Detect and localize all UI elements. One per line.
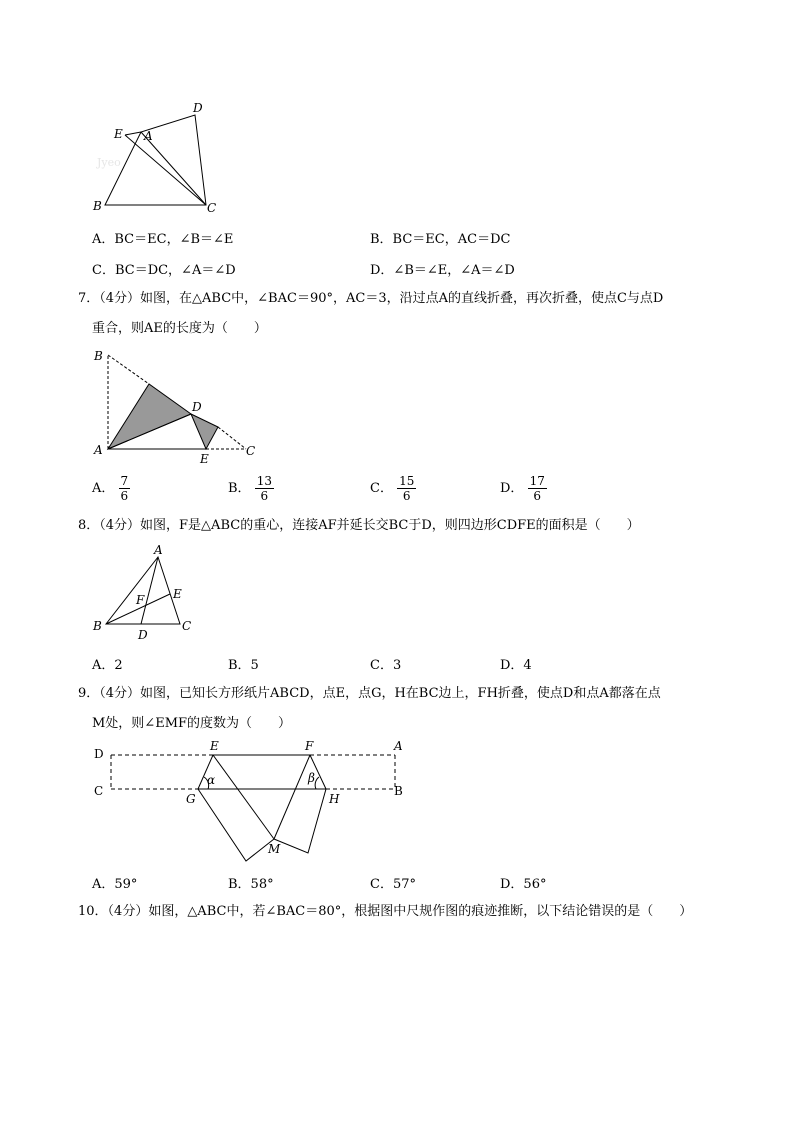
q9-label-alpha: α	[207, 773, 216, 787]
q8-label-b: B	[93, 619, 102, 633]
q9-angle-beta-arc	[315, 777, 319, 789]
q6-option-b[interactable]: B．BC＝EC，AC＝DC	[370, 232, 511, 247]
q6-line-ea	[125, 132, 141, 135]
q7-label-b: B	[94, 349, 103, 363]
q7-label-c: C	[246, 444, 256, 458]
q9-line-em	[213, 755, 274, 839]
q9-line-fm	[274, 755, 310, 839]
q7-option-a-letter: A．	[92, 481, 115, 496]
q8-question-line1: 8．（4分）如图，F是△ABC的重心，连接AF并延长交BC于D，则四边形CDFE的面积是（ ）	[78, 518, 640, 533]
q9-label-c: C	[94, 784, 104, 798]
q7-option-a-numerator: 7	[120, 474, 129, 488]
q9-question-line2: M处，则∠EMF的度数为（ ）	[92, 716, 292, 731]
q8-label-d: D	[138, 628, 148, 642]
q6-label-e: E	[114, 127, 123, 141]
q8-label-a: A	[154, 543, 163, 557]
q6-label-c: C	[207, 201, 217, 215]
q9-folded-left-flap	[198, 789, 274, 861]
q9-label-e: E	[210, 739, 219, 753]
q7-option-b[interactable]	[228, 474, 274, 503]
q9-label-beta: β	[308, 771, 315, 785]
q8-label-f: F	[136, 593, 145, 607]
q7-option-d-fraction	[528, 474, 547, 503]
q7-question-line2: 重合，则AE的长度为（ ）	[92, 321, 267, 336]
q9-label-g: G	[186, 792, 196, 806]
q6-figure	[85, 95, 235, 220]
q8-option-b[interactable]: B．5	[228, 658, 259, 673]
q6-label-a: A	[144, 129, 153, 143]
q6-line-ec	[125, 135, 206, 205]
q6-option-c[interactable]: C．BC＝DC，∠A＝∠D	[92, 263, 236, 278]
q7-option-b-letter: B．	[228, 481, 251, 496]
q9-option-d[interactable]: D．56°	[500, 877, 547, 892]
q6-option-a[interactable]: A．BC＝EC，∠B＝∠E	[92, 232, 234, 247]
q9-label-f: F	[305, 739, 314, 753]
q10-question-line1: 10．（4分）如图，△ABC中，若∠BAC＝80°，根据图中尺规作图的痕迹推断，以下结论错误的是（ ）	[78, 904, 693, 919]
q7-figure	[88, 345, 268, 465]
q9-label-a: A	[394, 739, 403, 753]
q9-label-b: B	[394, 784, 403, 798]
q9-label-h: H	[329, 792, 340, 806]
q7-option-d-numerator: 17	[529, 474, 545, 488]
q7-label-d: D	[192, 400, 202, 414]
q6-watermark: Jyeo	[97, 156, 121, 169]
q7-side-bc-dashed	[108, 355, 149, 384]
q7-option-c-letter: C．	[370, 481, 393, 496]
q7-shaded-region-upper	[108, 384, 191, 449]
q7-shaded-region-lower	[191, 414, 218, 449]
q8-option-c[interactable]: C．3	[370, 658, 402, 673]
q7-option-c-numerator: 15	[399, 474, 415, 488]
q9-option-a[interactable]: A．59°	[92, 877, 138, 892]
q7-option-a-denominator: 6	[120, 489, 129, 503]
q7-option-b-denominator: 6	[260, 489, 269, 503]
q7-option-d-denominator: 6	[533, 489, 542, 503]
q8-median-ad	[141, 557, 158, 624]
q7-option-c-fraction	[397, 474, 416, 503]
q9-option-b[interactable]: B．58°	[228, 877, 274, 892]
q7-label-e: E	[200, 452, 209, 465]
q9-label-m: M	[268, 842, 281, 856]
q7-option-d-letter: D．	[500, 481, 524, 496]
q7-option-a-fraction	[119, 474, 131, 503]
q8-triangle-abc	[106, 557, 180, 624]
q7-option-a[interactable]	[92, 474, 130, 503]
q8-figure	[88, 542, 208, 642]
q8-option-d[interactable]: D．4	[500, 658, 532, 673]
q6-option-d[interactable]: D．∠B＝∠E，∠A＝∠D	[370, 263, 515, 278]
q7-option-c-denominator: 6	[402, 489, 411, 503]
q6-label-b: B	[93, 199, 102, 213]
q9-label-d: D	[94, 747, 104, 761]
q9-figure	[88, 735, 418, 865]
q8-label-c: C	[182, 619, 192, 633]
q9-option-c[interactable]: C．57°	[370, 877, 416, 892]
q7-label-a: A	[94, 443, 103, 457]
q7-option-d[interactable]	[500, 474, 547, 503]
q9-question-line1: 9．（4分）如图，已知长方形纸片ABCD，点E，点G，H在BC边上，FH折叠，使点D和点A都落在点	[78, 686, 661, 701]
q8-label-e: E	[173, 587, 182, 601]
q8-option-a[interactable]: A．2	[92, 658, 123, 673]
q7-side-bc-dashed-2	[218, 427, 246, 449]
q6-label-d: D	[193, 101, 203, 115]
q7-question-line1: 7．（4分）如图，在△ABC中，∠BAC＝90°，AC＝3，沿过点A的直线折叠，再次折叠，使点C与点D	[78, 291, 664, 306]
q7-option-b-numerator: 13	[256, 474, 272, 488]
q7-option-b-fraction	[255, 474, 274, 503]
q7-option-c[interactable]	[370, 474, 416, 503]
